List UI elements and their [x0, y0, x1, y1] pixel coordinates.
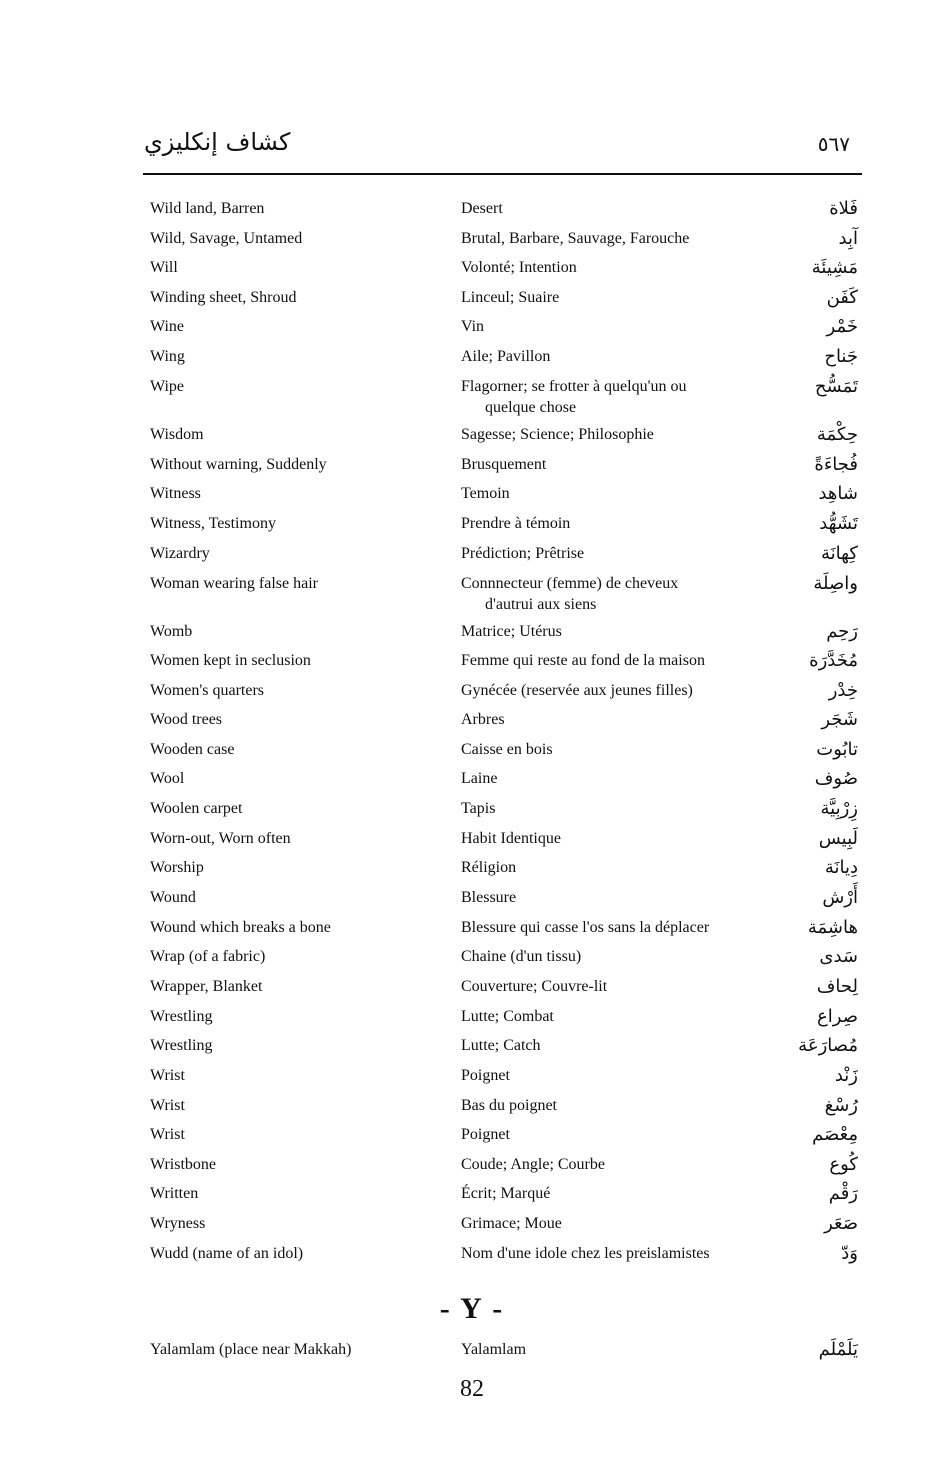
entry-english: Wrist: [150, 1126, 185, 1143]
entry-arabic: تَشَهُّد: [819, 513, 858, 534]
entry-arabic: آبِد: [838, 228, 858, 249]
entry-arabic: صَعَر: [824, 1213, 858, 1234]
entry-french: [461, 1154, 751, 1175]
entry-arabic: فُجاءَةً: [814, 454, 858, 475]
entry-french: [461, 946, 751, 967]
entry-arabic: خِدْر: [828, 680, 858, 701]
entry-english: Wryness: [150, 1215, 206, 1232]
entry-english: Written: [150, 1185, 199, 1202]
entry-french-line: Brutal, Barbare, Sauvage, Farouche: [461, 230, 690, 247]
entry-french-line: Blessure: [461, 889, 517, 906]
entry-french: [461, 621, 751, 642]
entry-english: Womb: [150, 623, 193, 640]
entry-french-line: Caisse en bois: [461, 741, 553, 758]
entry-french-line: Desert: [461, 200, 503, 217]
entry-arabic: واصِلَة: [813, 573, 858, 594]
entry-english: Wool: [150, 770, 185, 787]
entry-english: Wristbone: [150, 1156, 217, 1173]
entry-arabic: دِيانَة: [824, 857, 858, 878]
entry-french-continuation: d'autrui aux siens: [485, 596, 597, 613]
entry-french-line: Coude; Angle; Courbe: [461, 1156, 605, 1173]
entry-arabic: مِعْصَم: [812, 1124, 858, 1145]
entry-english: Wound which breaks a bone: [150, 919, 331, 936]
entry-french: [461, 1065, 751, 1086]
entry-french: [461, 257, 751, 278]
entry-french: [461, 198, 751, 219]
entry-arabic: فَلاة: [829, 198, 858, 219]
entry-french-line: Couverture; Couvre-lit: [461, 978, 608, 995]
entry-arabic: شَجَر: [821, 709, 858, 730]
entry-french-line: Blessure qui casse l'os sans la déplacer: [461, 919, 710, 936]
entry-english: Wizardry: [150, 545, 210, 562]
entry-arabic: كَفَن: [826, 287, 858, 308]
entry-english: Wudd (name of an idol): [150, 1245, 304, 1262]
entry-french: [461, 376, 751, 418]
entry-english: Wrestling: [150, 1008, 213, 1025]
entry-french-line: Flagorner; se frotter à quelqu'un ou: [461, 378, 687, 395]
entry-french: [461, 1213, 751, 1234]
entry-arabic: وَدّ: [841, 1243, 858, 1264]
entry-arabic: خَمْر: [826, 316, 858, 337]
entry-french-line: Gynécée (reservée aux jeunes filles): [461, 682, 693, 699]
entry-english: Yalamlam (place near Makkah): [150, 1341, 352, 1358]
entry-english: Wrist: [150, 1097, 185, 1114]
entry-arabic: أَرْش: [822, 887, 858, 908]
entry-arabic: صُوف: [814, 768, 858, 789]
entry-french: [461, 650, 751, 671]
entry-french-line: Bas du poignet: [461, 1097, 557, 1114]
entry-arabic: مُخَدَّرَة: [809, 650, 858, 671]
entry-french: [461, 768, 751, 789]
entry-french: [461, 346, 751, 367]
entry-french: [461, 709, 751, 730]
entry-english: Will: [150, 259, 178, 276]
entry-french-line: Arbres: [461, 711, 505, 728]
entry-french-line: Grimace; Moue: [461, 1215, 562, 1232]
entry-english: Wisdom: [150, 426, 204, 443]
header-divider: [143, 173, 862, 175]
entry-french: [461, 680, 751, 701]
entry-french: [461, 543, 751, 564]
entry-french: [461, 887, 751, 908]
entry-english: Wipe: [150, 378, 185, 395]
entry-french: [461, 828, 751, 849]
entry-arabic: سَدى: [819, 946, 858, 967]
header-title-arabic: كشاف إنكليزي: [144, 128, 291, 156]
entry-english: Wrist: [150, 1067, 185, 1084]
entry-english: Wrestling: [150, 1037, 213, 1054]
entry-french: [461, 1095, 751, 1116]
entry-french-line: Temoin: [461, 485, 510, 502]
entry-french-line: Poignet: [461, 1067, 510, 1084]
entry-french: [461, 976, 751, 997]
entry-arabic: مُصارَعَة: [798, 1035, 858, 1056]
entry-french: [461, 483, 751, 504]
entry-arabic: كُوع: [829, 1154, 858, 1175]
entry-english: Witness: [150, 485, 201, 502]
entry-arabic: زِرْبِيَّة: [820, 798, 858, 819]
entry-english: Woman wearing false hair: [150, 575, 318, 592]
header-page-number-arabic: ٥٦٧: [817, 132, 850, 156]
entry-french: [461, 917, 751, 938]
entry-french-line: Connnecteur (femme) de cheveux: [461, 575, 679, 592]
entry-arabic: تابُوت: [816, 739, 858, 760]
entry-english: Wrap (of a fabric): [150, 948, 266, 965]
entry-french-line: Linceul; Suaire: [461, 289, 560, 306]
section-heading-y: - Y -: [439, 1292, 505, 1325]
entry-french: [461, 1035, 751, 1056]
entry-french: [461, 316, 751, 337]
entry-english: Wild land, Barren: [150, 200, 265, 217]
entry-arabic: كِهانَة: [820, 543, 858, 564]
entry-french: [461, 454, 751, 475]
entry-english: Wood trees: [150, 711, 223, 728]
entry-french-line: Aile; Pavillon: [461, 348, 551, 365]
entry-english: Woolen carpet: [150, 800, 243, 817]
entry-french: [461, 857, 751, 878]
entry-english: Wooden case: [150, 741, 235, 758]
entry-arabic: تَمَسُّح: [814, 376, 858, 397]
entry-french: [461, 424, 751, 445]
entry-french-line: Réligion: [461, 859, 517, 876]
entry-french-line: Prédiction; Prêtrise: [461, 545, 585, 562]
entry-english: Women's quarters: [150, 682, 265, 699]
entry-french-line: Volonté; Intention: [461, 259, 577, 276]
entry-arabic: رَقْم: [828, 1183, 858, 1204]
entry-arabic: يَلَمْلَم: [818, 1339, 858, 1360]
entry-french-line: Habit Identique: [461, 830, 561, 847]
entry-french: [461, 1006, 751, 1027]
entry-english: Wild, Savage, Untamed: [150, 230, 303, 247]
entry-french: [461, 1243, 751, 1264]
entry-english: Wrapper, Blanket: [150, 978, 263, 995]
entry-arabic: شاهِد: [818, 483, 858, 504]
entry-arabic: جَناح: [824, 346, 858, 367]
entry-arabic: رَحِم: [826, 621, 858, 642]
entry-french-line: Vin: [461, 318, 485, 335]
entry-french-line: Femme qui reste au fond de la maison: [461, 652, 705, 669]
entry-english: Worship: [150, 859, 204, 876]
entry-french-line: Tapis: [461, 800, 496, 817]
entry-english: Winding sheet, Shroud: [150, 289, 297, 306]
entry-french-line: Prendre à témoin: [461, 515, 571, 532]
entry-french: [461, 1339, 751, 1360]
entry-french-line: Poignet: [461, 1126, 510, 1143]
entry-french: [461, 1183, 751, 1204]
entry-english: Worn-out, Worn often: [150, 830, 291, 847]
entry-french-line: Sagesse; Science; Philosophie: [461, 426, 654, 443]
entry-arabic: رُسْغ: [824, 1095, 858, 1116]
entry-french: [461, 739, 751, 760]
entry-french: [461, 287, 751, 308]
entry-arabic: هاشِمَة: [807, 917, 858, 938]
entry-french-line: Nom d'une idole chez les preislamistes: [461, 1245, 710, 1262]
entry-arabic: صِراع: [817, 1006, 858, 1027]
entry-english: Wing: [150, 348, 185, 365]
entry-french: [461, 513, 751, 534]
entry-arabic: مَشِيئَة: [811, 257, 858, 278]
entry-arabic: لَبِيس: [818, 828, 858, 849]
entry-french-line: Lutte; Catch: [461, 1037, 541, 1054]
entry-french-line: Chaine (d'un tissu): [461, 948, 582, 965]
entry-arabic: لِحاف: [816, 976, 858, 997]
entry-french: [461, 573, 751, 615]
page-number: 82: [460, 1376, 484, 1402]
entry-arabic: زَنْد: [834, 1065, 858, 1086]
entry-english: Without warning, Suddenly: [150, 456, 327, 473]
entry-arabic: حِكْمَة: [816, 424, 858, 445]
entry-french-line: Lutte; Combat: [461, 1008, 554, 1025]
entry-french-continuation: quelque chose: [485, 399, 577, 416]
entry-french-line: Brusquement: [461, 456, 547, 473]
entry-french-line: Yalamlam: [461, 1341, 527, 1358]
entry-english: Wound: [150, 889, 196, 906]
entry-french: [461, 1124, 751, 1145]
entry-french: [461, 798, 751, 819]
entry-english: Wine: [150, 318, 185, 335]
entry-french-line: Laine: [461, 770, 498, 787]
entry-english: Women kept in seclusion: [150, 652, 311, 669]
entry-french-line: Matrice; Utérus: [461, 623, 562, 640]
entry-english: Witness, Testimony: [150, 515, 276, 532]
entry-french-line: Écrit; Marqué: [461, 1185, 551, 1202]
entry-french: [461, 228, 751, 249]
